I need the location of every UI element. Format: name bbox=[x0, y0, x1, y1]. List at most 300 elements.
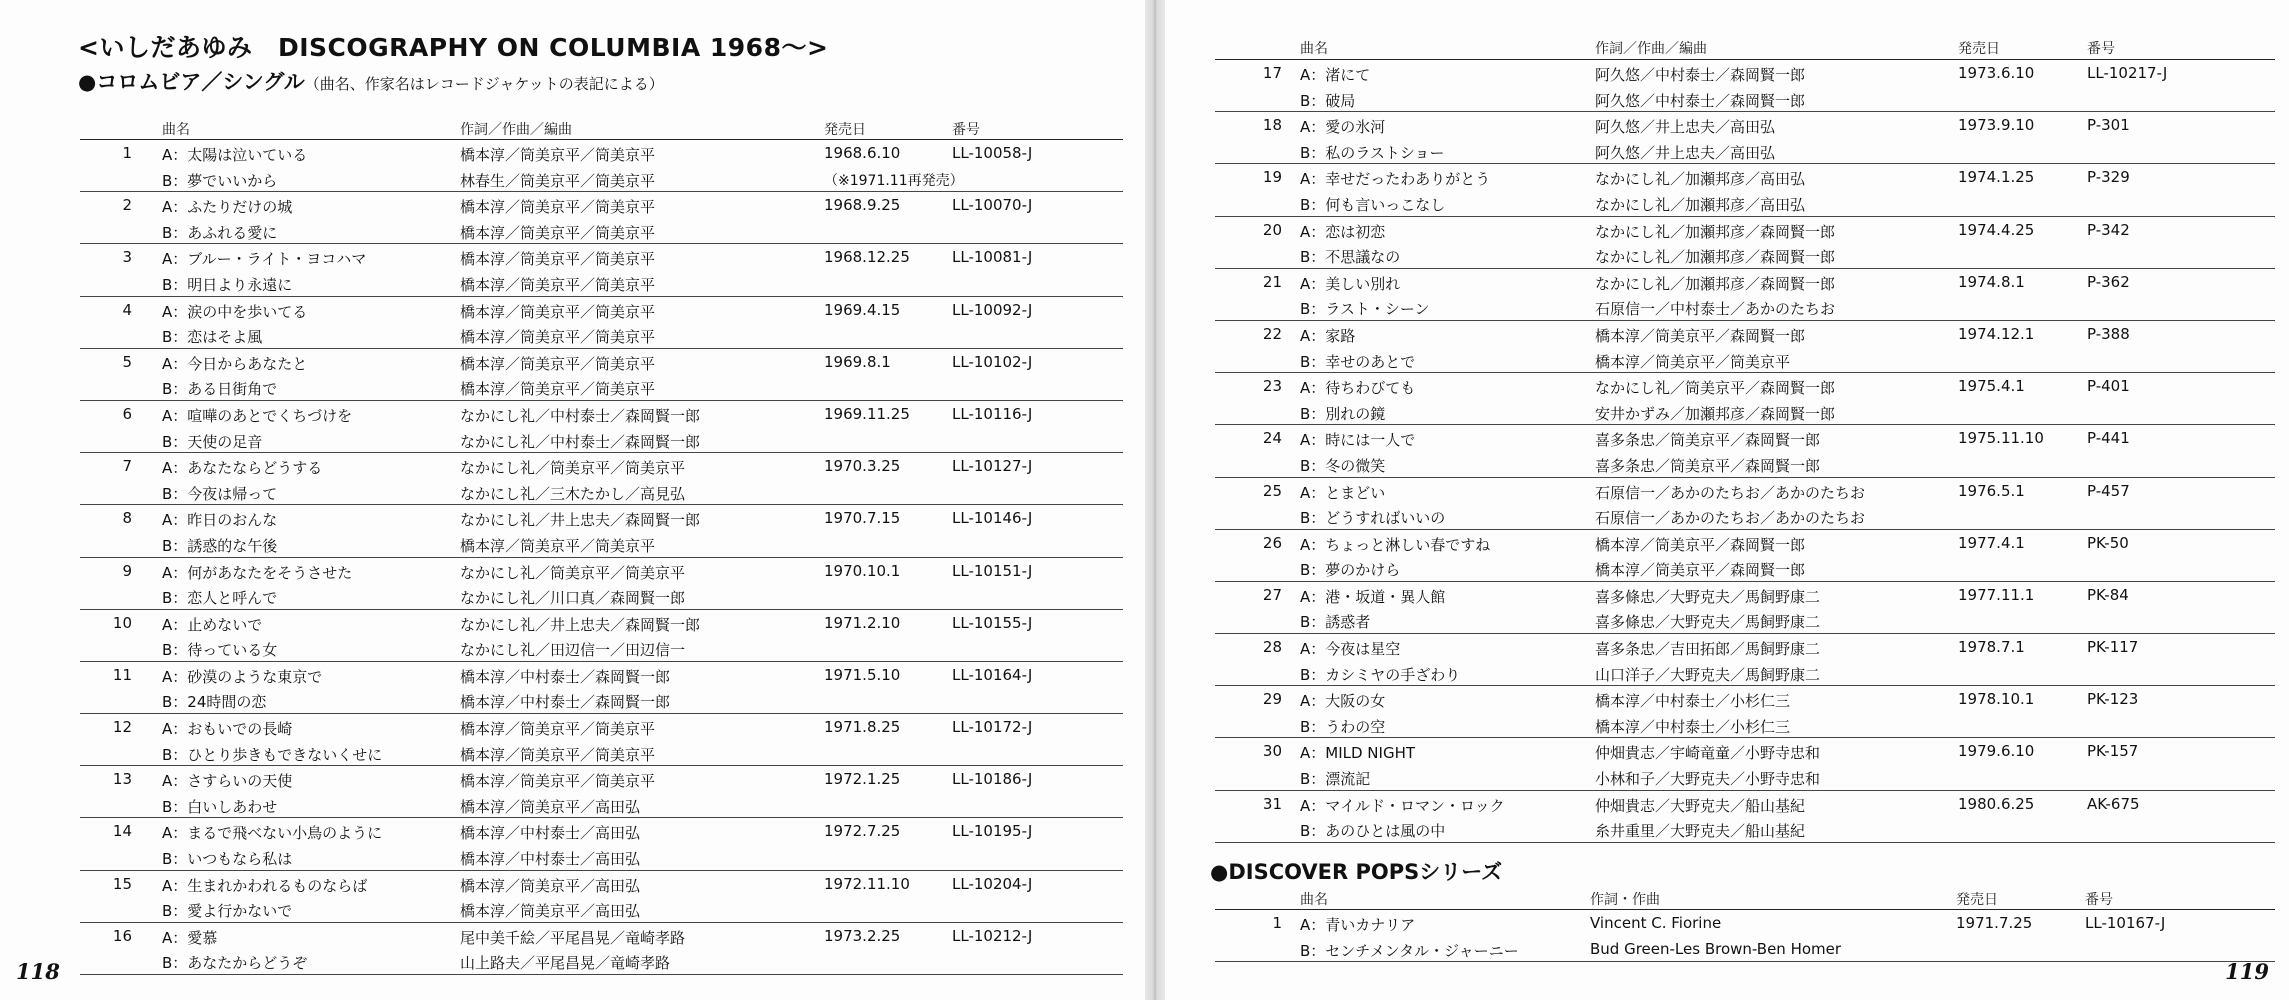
discography-entry bbox=[80, 349, 1123, 401]
b-side-line bbox=[1215, 86, 2275, 112]
a-side-line bbox=[80, 558, 1123, 584]
b-side-line bbox=[1215, 347, 2275, 373]
release-date: 1968.12.25 bbox=[824, 248, 910, 267]
release-date: 1979.6.10 bbox=[1958, 742, 2035, 761]
a-side-line bbox=[1215, 269, 2275, 295]
b-side-line bbox=[80, 322, 1123, 348]
a-side-title: A：大阪の女 bbox=[1300, 692, 1386, 711]
b-side-title: B：恋はそよ風 bbox=[162, 328, 263, 347]
a-side-credits: 仲畑貴志／宇崎竜童／小野寺忠和 bbox=[1595, 744, 1821, 763]
release-date: 1974.12.1 bbox=[1958, 324, 2035, 343]
a-side-line bbox=[1215, 164, 2275, 190]
b-side-title: B：24時間の恋 bbox=[162, 693, 267, 712]
b-side-line bbox=[80, 270, 1123, 296]
b-side-line bbox=[80, 687, 1123, 713]
discography-entry bbox=[80, 140, 1123, 192]
a-side-title: A：愛慕 bbox=[162, 928, 218, 947]
catalog-number: LL-10081-J bbox=[952, 248, 1033, 267]
b-side-line bbox=[1215, 607, 2275, 633]
discography-entry bbox=[1215, 478, 2275, 530]
entry-number: 21 bbox=[1262, 272, 1282, 291]
entry-number: 12 bbox=[112, 718, 132, 737]
release-date: 1978.10.1 bbox=[1958, 690, 2035, 709]
b-side-title: B：夢のかけら bbox=[1300, 561, 1401, 580]
catalog-number: P-457 bbox=[2087, 481, 2130, 500]
b-side-credits: なかにし礼／川口真／森岡賢一郎 bbox=[460, 589, 686, 608]
b-side-title: B：あふれる愛に bbox=[162, 223, 278, 242]
a-side-title: A：ちょっと淋しい春ですね bbox=[1300, 535, 1491, 554]
entry-number: 25 bbox=[1262, 481, 1282, 500]
b-side-credits: 橋本淳／中村泰士／森岡賢一郎 bbox=[460, 693, 671, 712]
catalog-number: LL-10070-J bbox=[952, 196, 1033, 215]
b-side-line bbox=[1215, 936, 2275, 962]
a-side-credits: 橋本淳／筒美京平／筒美京平 bbox=[460, 302, 656, 321]
b-side-line bbox=[80, 583, 1123, 609]
release-date: 1970.3.25 bbox=[824, 457, 901, 476]
entry-number: 16 bbox=[112, 926, 132, 945]
entry-number: 14 bbox=[112, 822, 132, 841]
a-side-credits: なかにし礼／加瀬邦彦／森岡賢一郎 bbox=[1595, 222, 1836, 241]
discography-entry bbox=[1215, 582, 2275, 634]
a-side-title: A：今日からあなたと bbox=[162, 354, 308, 373]
release-date: 1969.4.15 bbox=[824, 300, 901, 319]
release-date: 1973.6.10 bbox=[1958, 64, 2035, 82]
entry-number: 1 bbox=[1272, 914, 1282, 932]
b-side-line bbox=[80, 896, 1123, 922]
header-title: 曲名 bbox=[162, 122, 190, 138]
discography-entry bbox=[80, 871, 1123, 923]
a-side-line bbox=[1215, 217, 2275, 243]
a-side-credits: 尾中美千絵／平尾昌晃／竜崎孝路 bbox=[460, 928, 686, 947]
catalog-number: LL-10127-J bbox=[952, 457, 1033, 476]
a-side-line bbox=[80, 818, 1123, 844]
b-side-title: B：いつもなら私は bbox=[162, 850, 293, 869]
b-side-credits: Bud Green-Les Brown-Ben Homer bbox=[1590, 939, 1842, 958]
catalog-number: LL-10172-J bbox=[952, 718, 1033, 737]
entry-number: 30 bbox=[1262, 742, 1282, 761]
b-side-credits: 橋本淳／中村泰士／小杉仁三 bbox=[1595, 717, 1791, 736]
b-side-title: B：冬の微笑 bbox=[1300, 456, 1386, 475]
a-side-title: A：喧嘩のあとでくちづけを bbox=[162, 406, 353, 425]
a-side-credits: 橋本淳／中村泰士／高田弘 bbox=[460, 824, 641, 843]
a-side-title: A：今夜は星空 bbox=[1300, 640, 1401, 659]
a-side-credits: 橋本淳／中村泰士／森岡賢一郎 bbox=[460, 667, 671, 686]
release-date: 1968.9.25 bbox=[824, 196, 901, 215]
release-date: 1975.11.10 bbox=[1958, 429, 2044, 448]
header-catalog: 番号 bbox=[2087, 41, 2115, 57]
b-side-line bbox=[80, 792, 1123, 818]
b-side-title: B：あなたからどうぞ bbox=[162, 954, 308, 973]
discography-entry bbox=[80, 714, 1123, 766]
a-side-title: A：何があなたをそうさせた bbox=[162, 563, 353, 582]
a-side-line bbox=[1215, 530, 2275, 556]
discography-entry bbox=[1215, 164, 2275, 216]
release-date: 1971.8.25 bbox=[824, 718, 901, 737]
reissue-note: （※1971.11再発売） bbox=[824, 172, 964, 189]
b-side-credits: 橋本淳／筒美京平／筒美京平 bbox=[460, 380, 656, 399]
discography-entry bbox=[1215, 791, 2275, 843]
discover-pops-table bbox=[1215, 910, 2275, 962]
entry-number: 28 bbox=[1262, 638, 1282, 657]
release-date: 1973.2.25 bbox=[824, 926, 901, 945]
b-side-credits: 阿久悠／井上忠夫／高田弘 bbox=[1595, 143, 1776, 162]
a-side-line bbox=[1215, 738, 2275, 764]
b-side-line bbox=[1215, 294, 2275, 320]
entry-number: 31 bbox=[1262, 794, 1282, 813]
b-side-credits: 石原信一／中村泰士／あかのたちお bbox=[1595, 300, 1836, 319]
b-side-title: B：天使の足音 bbox=[162, 432, 263, 451]
b-side-title: B：白いしあわせ bbox=[162, 797, 278, 816]
a-side-credits: 橋本淳／中村泰士／小杉仁三 bbox=[1595, 692, 1791, 711]
b-side-title: B：あのひとは風の中 bbox=[1300, 822, 1446, 841]
catalog-number: LL-10151-J bbox=[952, 561, 1033, 580]
a-side-credits: 橋本淳／筒美京平／森岡賢一郎 bbox=[1595, 326, 1806, 345]
b-side-title: B：カシミヤの手ざわり bbox=[1300, 665, 1461, 684]
release-date: 1972.7.25 bbox=[824, 822, 901, 841]
a-side-line bbox=[1215, 60, 2275, 86]
release-date: 1969.8.1 bbox=[824, 352, 891, 371]
b-side-credits: 橋本淳／筒美京平／筒美京平 bbox=[460, 275, 656, 294]
catalog-number: PK-50 bbox=[2087, 533, 2129, 552]
release-date: 1971.2.10 bbox=[824, 613, 901, 632]
a-side-line bbox=[80, 505, 1123, 531]
entry-number: 7 bbox=[122, 457, 132, 476]
release-date: 1970.10.1 bbox=[824, 561, 901, 580]
catalog-number: P-342 bbox=[2087, 220, 2130, 239]
a-side-credits: なかにし礼／加瀬邦彦／高田弘 bbox=[1595, 170, 1806, 189]
catalog-number: P-401 bbox=[2087, 377, 2130, 396]
entry-number: 26 bbox=[1262, 533, 1282, 552]
catalog-number: LL-10167-J bbox=[2085, 914, 2166, 932]
b-side-credits: なかにし礼／田辺信一／田辺信一 bbox=[460, 641, 686, 660]
release-date: 1975.4.1 bbox=[1958, 377, 2025, 396]
a-side-line bbox=[80, 192, 1123, 218]
catalog-number: LL-10217-J bbox=[2087, 64, 2168, 82]
b-side-credits: なかにし礼／加瀬邦彦／森岡賢一郎 bbox=[1595, 248, 1836, 267]
b-side-line bbox=[1215, 451, 2275, 477]
b-side-line bbox=[80, 218, 1123, 244]
entry-number: 29 bbox=[1262, 690, 1282, 709]
a-side-title: A：マイルド・ロマン・ロック bbox=[1300, 796, 1505, 815]
a-side-line bbox=[1215, 373, 2275, 399]
b-side-title: B：別れの鏡 bbox=[1300, 404, 1386, 423]
b-side-credits: なかにし礼／中村泰士／森岡賢一郎 bbox=[460, 432, 701, 451]
entry-number: 22 bbox=[1262, 324, 1282, 343]
right-page bbox=[1165, 0, 2289, 1000]
b-side-title: B：何も言いっこなし bbox=[1300, 195, 1446, 214]
a-side-line bbox=[80, 714, 1123, 740]
entry-number: 10 bbox=[112, 613, 132, 632]
a-side-line bbox=[80, 453, 1123, 479]
b-side-line bbox=[80, 531, 1123, 557]
a-side-line bbox=[80, 349, 1123, 375]
discography-entry bbox=[1215, 269, 2275, 321]
singles-table-left bbox=[80, 140, 1123, 975]
catalog-number: LL-10102-J bbox=[952, 352, 1033, 371]
catalog-number: LL-10164-J bbox=[952, 665, 1033, 684]
b-side-title: B：漂流記 bbox=[1300, 770, 1371, 789]
a-side-line bbox=[80, 610, 1123, 636]
a-side-title: A：さすらいの天使 bbox=[162, 772, 293, 791]
release-date: 1969.11.25 bbox=[824, 404, 910, 423]
a-side-title: A：あなたならどうする bbox=[162, 459, 323, 478]
discography-entry bbox=[80, 505, 1123, 557]
discography-title: <いしだあゆみ DISCOGRAPHY ON COLUMBIA 1968～> bbox=[78, 33, 829, 62]
discography-entry bbox=[1215, 217, 2275, 269]
b-side-credits: なかにし礼／三木たかし／高見弘 bbox=[460, 484, 686, 503]
discography-entry bbox=[1215, 321, 2275, 373]
a-side-credits: なかにし礼／筒美京平／森岡賢一郎 bbox=[1595, 379, 1836, 398]
release-date: 1977.11.1 bbox=[1958, 585, 2035, 604]
release-date: 1972.1.25 bbox=[824, 770, 901, 789]
pops-header-title: 曲名 bbox=[1300, 892, 1328, 908]
discography-entry bbox=[80, 192, 1123, 244]
a-side-credits: 橋本淳／筒美京平／高田弘 bbox=[460, 876, 641, 895]
b-side-credits: 安井かずみ／加瀬邦彦／森岡賢一郎 bbox=[1595, 404, 1836, 423]
a-side-title: A：美しい別れ bbox=[1300, 274, 1401, 293]
page-number-right: 119 bbox=[2225, 959, 2269, 984]
b-side-line bbox=[1215, 242, 2275, 268]
b-side-credits: なかにし礼／加瀬邦彦／高田弘 bbox=[1595, 195, 1806, 214]
entry-number: 8 bbox=[122, 509, 132, 528]
pops-header-credits: 作詞・作曲 bbox=[1590, 892, 1660, 908]
b-side-credits: 糸井重里／大野克夫／船山基紀 bbox=[1595, 822, 1806, 841]
b-side-line bbox=[1215, 764, 2275, 790]
discography-entry bbox=[1215, 530, 2275, 582]
b-side-line bbox=[1215, 503, 2275, 529]
discography-entry bbox=[80, 453, 1123, 505]
header-credits: 作詞／作曲／編曲 bbox=[1595, 41, 1707, 57]
a-side-credits: 阿久悠／井上忠夫／高田弘 bbox=[1595, 118, 1776, 137]
a-side-credits: なかにし礼／筒美京平／筒美京平 bbox=[460, 563, 686, 582]
section-title-discover-pops: ●DISCOVER POPSシリーズ bbox=[1210, 860, 1503, 884]
entry-number: 13 bbox=[112, 770, 132, 789]
b-side-credits: 橋本淳／筒美京平／高田弘 bbox=[460, 902, 641, 921]
a-side-title: A：恋は初恋 bbox=[1300, 222, 1386, 241]
catalog-number: LL-10212-J bbox=[952, 926, 1033, 945]
a-side-credits: 橋本淳／筒美京平／筒美京平 bbox=[460, 772, 656, 791]
catalog-number: PK-123 bbox=[2087, 690, 2139, 709]
catalog-number: PK-157 bbox=[2087, 742, 2139, 761]
entry-number: 2 bbox=[122, 196, 132, 215]
entry-number: 23 bbox=[1262, 377, 1282, 396]
a-side-line bbox=[80, 140, 1123, 166]
a-side-title: A：太陽は泣いている bbox=[162, 146, 308, 164]
a-side-title: A：渚にて bbox=[1300, 66, 1371, 84]
release-date: 1971.5.10 bbox=[824, 665, 901, 684]
header-catalog: 番号 bbox=[952, 122, 980, 138]
entry-number: 24 bbox=[1262, 429, 1282, 448]
discography-entry bbox=[80, 610, 1123, 662]
a-side-line bbox=[1215, 910, 2275, 936]
b-side-title: B：センチメンタル・ジャーニー bbox=[1300, 941, 1519, 960]
catalog-number: PK-84 bbox=[2087, 585, 2129, 604]
a-side-title: A：時には一人で bbox=[1300, 431, 1416, 450]
singles-table-right bbox=[1215, 60, 2275, 843]
b-side-title: B：どうすればいいの bbox=[1300, 509, 1446, 528]
a-side-credits: なかにし礼／井上忠夫／森岡賢一郎 bbox=[460, 511, 701, 530]
a-side-title: A：砂漠のような東京で bbox=[162, 667, 323, 686]
b-side-line bbox=[1215, 660, 2275, 686]
discography-entry bbox=[80, 923, 1123, 975]
b-side-line bbox=[1215, 712, 2275, 738]
a-side-title: A：おもいでの長崎 bbox=[162, 720, 293, 739]
discography-entry bbox=[1215, 910, 2275, 962]
a-side-line bbox=[1215, 478, 2275, 504]
header-credits: 作詞／作曲／編曲 bbox=[460, 122, 572, 138]
b-side-line bbox=[80, 479, 1123, 505]
b-side-credits: 橋本淳／筒美京平／筒美京平 bbox=[1595, 352, 1791, 371]
b-side-title: B：今夜は帰って bbox=[162, 484, 278, 503]
a-side-line bbox=[1215, 634, 2275, 660]
release-date: 1974.4.25 bbox=[1958, 220, 2035, 239]
discography-entry bbox=[80, 766, 1123, 818]
a-side-title: A：ふたりだけの城 bbox=[162, 198, 293, 217]
b-side-title: B：破局 bbox=[1300, 91, 1356, 110]
release-date: 1976.5.1 bbox=[1958, 481, 2025, 500]
b-side-title: B：不思議なの bbox=[1300, 248, 1401, 267]
discography-entry bbox=[80, 401, 1123, 453]
a-side-title: A：生まれかわれるものならば bbox=[162, 876, 368, 895]
b-side-line bbox=[1215, 399, 2275, 425]
release-date: 1971.7.25 bbox=[1956, 914, 2033, 932]
a-side-title: A：青いカナリア bbox=[1300, 916, 1416, 934]
header-date: 発売日 bbox=[824, 122, 866, 138]
b-side-line bbox=[80, 374, 1123, 400]
release-date: 1977.4.1 bbox=[1958, 533, 2025, 552]
a-side-line bbox=[1215, 582, 2275, 608]
discography-entry bbox=[1215, 686, 2275, 738]
a-side-title: A：待ちわびても bbox=[1300, 379, 1416, 398]
catalog-number: LL-10146-J bbox=[952, 509, 1033, 528]
b-side-credits: 石原信一／あかのたちお／あかのたちお bbox=[1595, 509, 1866, 528]
catalog-number: LL-10195-J bbox=[952, 822, 1033, 841]
pops-header-catalog: 番号 bbox=[2085, 892, 2113, 908]
a-side-line bbox=[80, 297, 1123, 323]
a-side-title: A：MILD NIGHT bbox=[1300, 744, 1416, 763]
a-side-title: A：幸せだったわありがとう bbox=[1300, 170, 1491, 189]
a-side-line bbox=[80, 662, 1123, 688]
a-side-title: A：涙の中を歩いてる bbox=[162, 302, 308, 321]
section-title-columbia bbox=[78, 66, 664, 96]
entry-number: 4 bbox=[122, 300, 132, 319]
discography-entry bbox=[1215, 60, 2275, 112]
entry-number: 11 bbox=[112, 665, 132, 684]
b-side-title: B：愛よ行かないで bbox=[162, 902, 293, 921]
b-side-title: B：待っている女 bbox=[162, 641, 278, 660]
b-side-title: B：夢でいいから bbox=[162, 171, 278, 190]
discography-entry bbox=[80, 818, 1123, 870]
a-side-credits: Vincent C. Fiorine bbox=[1590, 914, 1722, 932]
b-side-line bbox=[1215, 138, 2275, 164]
a-side-credits: なかにし礼／加瀬邦彦／森岡賢一郎 bbox=[1595, 274, 1836, 293]
discography-entry bbox=[80, 297, 1123, 349]
a-side-credits: なかにし礼／井上忠夫／森岡賢一郎 bbox=[460, 615, 701, 634]
b-side-line bbox=[80, 166, 1123, 192]
b-side-title: B：ラスト・シーン bbox=[1300, 300, 1430, 319]
b-side-title: B：私のラストショー bbox=[1300, 143, 1445, 162]
entry-number: 5 bbox=[122, 352, 132, 371]
b-side-credits: 阿久悠／中村泰士／森岡賢一郎 bbox=[1595, 91, 1806, 110]
a-side-credits: 橋本淳／筒美京平／筒美京平 bbox=[460, 146, 656, 164]
catalog-number: LL-10186-J bbox=[952, 770, 1033, 789]
entry-number: 3 bbox=[122, 248, 132, 267]
a-side-credits: 喜多条忠／筒美京平／森岡賢一郎 bbox=[1595, 431, 1821, 450]
catalog-number: LL-10092-J bbox=[952, 300, 1033, 319]
a-side-line bbox=[80, 766, 1123, 792]
release-date: 1970.7.15 bbox=[824, 509, 901, 528]
a-side-line bbox=[1215, 791, 2275, 817]
b-side-credits: 喜多條忠／大野克夫／馬飼野康二 bbox=[1595, 613, 1821, 632]
catalog-number: LL-10058-J bbox=[952, 144, 1033, 162]
b-side-line bbox=[1215, 190, 2275, 216]
a-side-credits: 喜多條忠／大野克夫／馬飼野康二 bbox=[1595, 587, 1821, 606]
b-side-title: B：幸せのあとで bbox=[1300, 352, 1416, 371]
b-side-credits: 喜多条忠／筒美京平／森岡賢一郎 bbox=[1595, 456, 1821, 475]
b-side-credits: 橋本淳／筒美京平／筒美京平 bbox=[460, 328, 656, 347]
b-side-credits: 橋本淳／中村泰士／高田弘 bbox=[460, 850, 641, 869]
entry-number: 18 bbox=[1262, 116, 1282, 135]
a-side-line bbox=[1215, 686, 2275, 712]
a-side-line bbox=[80, 871, 1123, 897]
entry-number: 27 bbox=[1262, 585, 1282, 604]
a-side-credits: 阿久悠／中村泰士／森岡賢一郎 bbox=[1595, 66, 1806, 84]
catalog-number: LL-10155-J bbox=[952, 613, 1033, 632]
entry-number: 17 bbox=[1262, 64, 1282, 82]
catalog-number: LL-10116-J bbox=[952, 404, 1033, 423]
b-side-credits: 山上路夫／平尾昌晃／竜崎孝路 bbox=[460, 954, 671, 973]
a-side-line bbox=[80, 244, 1123, 270]
entry-number: 20 bbox=[1262, 220, 1282, 239]
a-side-title: A：港・坂道・異人館 bbox=[1300, 587, 1446, 606]
b-side-line bbox=[80, 740, 1123, 766]
b-side-credits: 林春生／筒美京平／筒美京平 bbox=[460, 171, 656, 190]
discography-entry bbox=[1215, 634, 2275, 686]
discography-entry bbox=[1215, 738, 2275, 790]
a-side-line bbox=[1215, 425, 2275, 451]
pops-header-date: 発売日 bbox=[1956, 892, 1998, 908]
b-side-credits: 橋本淳／筒美京平／筒美京平 bbox=[460, 536, 656, 555]
a-side-title: A：愛の氷河 bbox=[1300, 118, 1386, 137]
header-title: 曲名 bbox=[1300, 41, 1328, 57]
a-side-line bbox=[1215, 112, 2275, 138]
b-side-line bbox=[1215, 816, 2275, 842]
release-date: 1973.9.10 bbox=[1958, 116, 2035, 135]
a-side-title: A：とまどい bbox=[1300, 483, 1386, 502]
discography-entry bbox=[80, 558, 1123, 610]
page-number-left: 118 bbox=[16, 959, 60, 984]
release-date: 1978.7.1 bbox=[1958, 638, 2025, 657]
a-side-line bbox=[1215, 321, 2275, 347]
a-side-credits: 橋本淳／筒美京平／森岡賢一郎 bbox=[1595, 535, 1806, 554]
entry-number: 15 bbox=[112, 874, 132, 893]
a-side-credits: 喜多条忠／吉田拓郎／馬飼野康二 bbox=[1595, 640, 1821, 659]
a-side-title: A：止めないで bbox=[162, 615, 263, 634]
a-side-title: A：まるで飛べない小鳥のように bbox=[162, 824, 383, 843]
b-side-credits: 橋本淳／筒美京平／筒美京平 bbox=[460, 223, 656, 242]
b-side-title: B：ひとり歩きもできないくせに bbox=[162, 745, 383, 764]
discography-entry bbox=[1215, 112, 2275, 164]
release-date: 1974.1.25 bbox=[1958, 168, 2035, 187]
b-side-line bbox=[80, 844, 1123, 870]
section-title-text: ●コロムビア／シングル bbox=[78, 70, 305, 94]
a-side-title: A：昨日のおんな bbox=[162, 511, 278, 530]
b-side-line bbox=[80, 427, 1123, 453]
a-side-credits: 仲畑貴志／大野克夫／船山基紀 bbox=[1595, 796, 1806, 815]
b-side-title: B：ある日街角で bbox=[162, 380, 278, 399]
b-side-title: B：誘惑的な午後 bbox=[162, 536, 278, 555]
catalog-number: AK-675 bbox=[2087, 794, 2140, 813]
